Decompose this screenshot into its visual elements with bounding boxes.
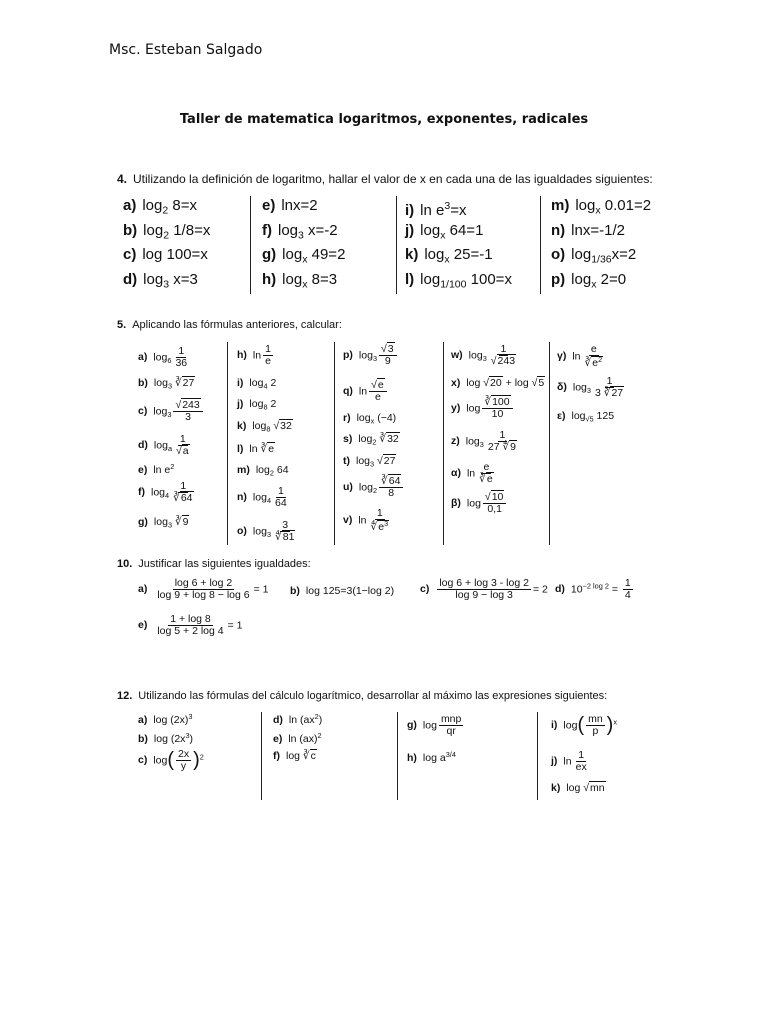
exercise-4e: e) lnx=2 [262,197,318,214]
column-divider [227,342,228,545]
exercise-4l: l) $\log_{1/100} 100=x$ [405,270,512,291]
exercise-12f: f) log ∛c [273,750,316,762]
exercise-10a: a) $\frac{\log 6 + \log 2}{\log 9 + \log 8 - \log 6}$ = 1 [138,577,269,602]
section-10-heading: 10. Justificar las siguientes igualdades: [117,558,311,570]
exercise-5x: x) log √20 + log √5 [451,377,545,389]
exercise-5a: a) $\log_6$ $\frac{1}{36}$ [138,345,188,370]
exercise-4h: h) $\log_x 8=3$ [262,270,338,291]
exercise-4f: f) $\log_3 x=-2$ [262,221,338,242]
exercise-10e: e) $\frac{1 + \log 8}{\log 5 + 2 \log 4}$ = 1 [138,613,243,638]
exercise-5e: e) $\ln e^2$ [138,462,175,477]
exercise-5p: p) $\log_3$ $\frac{√3}{9}$ [343,344,399,367]
exercise-5i: i) $\log_4 2$ [237,377,277,391]
exercise-5l: l) ln ∛e [237,443,275,455]
exercise-4g: g) $\log_x 49=2$ [262,246,346,266]
exercise-4k: k) $\log_x 25=-1$ [405,246,493,266]
worksheet-title: Taller de matematica logaritmos, exponentes, radicales [179,112,589,127]
exercise-5u: u) $\log_2$ $\frac{∛64}{8}$ [343,476,405,499]
exercise-5m: m) $\log_2 64$ [237,464,289,478]
column-divider [334,342,335,545]
exercise-5f: f) $\log_4$ $\frac{1}{∛64}$ [138,480,193,505]
column-divider [549,342,550,545]
column-divider [540,196,541,294]
exercise-4o: o) $\log_{1/36}x=2$ [551,246,637,266]
section-4-column-4 [551,196,651,294]
exercise-4n: n) lnx=-1/2 [551,221,625,239]
section-4-column-1 [123,196,210,294]
author-name: Msc. Esteban Salgado [109,42,263,58]
exercise-5r: r) $\log_x (-4)$ [343,412,397,426]
exercise-12c: c) log( $\frac{2x}{y}$ )$^2$ [138,748,204,773]
exercise-5h: h) ln $\frac{1}{e}$ [237,343,271,368]
column-divider [396,196,397,294]
exercise-4m: m) $\log_x 0.01=2$ [551,197,652,217]
exercise-5k: k) $\log_8 √32$ [237,420,292,434]
column-divider [397,712,398,800]
exercise-12j: j) ln $\frac{1}{ex}$ [551,749,587,774]
exercise-5v: v) ln $\frac{1}{∜e^3}$ [343,507,389,534]
exercise-5-alpha: α) ln $\frac{e}{∛e}$ [451,461,493,486]
exercise-5-delta: δ) $\log_3$ $\frac{1}{3 ∛27}$ [557,375,624,400]
exercise-4j: j) $\log_x 64=1$ [405,221,484,242]
exercise-5q: q) ln $\frac{√e}{e}$ [343,380,389,403]
column-divider [443,342,444,545]
section-4-heading: 4. Utilizando la definición de logaritmo, hallar el valor de x en cada una de las igualdades siguientes: [117,172,653,186]
exercise-5d: d) $\log_a$ $\frac{1}{√a}$ [138,433,189,458]
exercise-4b: b) $\log_2 1/8=x$ [123,221,211,242]
column-divider [261,712,262,800]
exercise-5-epsilon: ε) $\log_{√5} 125$ [557,410,615,424]
exercise-5j: j) $\log_8 2$ [237,398,277,412]
exercise-5w: w) $\log_3$ $\frac{1}{√243}$ [451,343,516,368]
exercise-10d: d) $10^{-2 log 2}$ = $\frac{1}{4}$ [555,577,631,602]
section-4-column-3 [405,196,512,294]
column-divider [537,712,538,800]
section-4-column-2 [262,196,345,294]
exercise-12h: h) $\log a^{3/4}$ [407,750,456,765]
exercise-12e: e) ln (ax)$^2$ [273,731,322,746]
exercise-4c: c) log 100=x [123,246,208,263]
exercise-12b: b) $\log (2x^3)$ [138,731,194,746]
exercise-10c: c) $\frac{\log 6 + \log 3 - \log 2}{\log 9 - \log 3}$ = 2 [420,577,548,602]
exercise-4a: a) $\log_2 8=x$ [123,197,197,217]
section-12-heading: 12. Utilizando las fórmulas del cálculo logarítmico, desarrollar al máximo las expresiones siguientes: [117,690,608,702]
exercise-5g: g) $\log_3$ ∛9 [138,516,189,530]
section-5-heading: 5. Aplicando las fórmulas anteriores, calcular: [117,319,342,331]
exercise-5-gamma: γ) ln $\frac{e}{∛e^2}$ [557,343,603,370]
exercise-5s: s) $\log_2$ ∛32 [343,433,399,447]
exercise-10b: b) log 125=3(1−log 2) [290,585,395,597]
exercise-5y: y) log $\frac{∛100}{10}$ [451,397,515,420]
exercise-12a: a) $\log (2x)^3$ [138,712,193,727]
exercise-5o: o) $\log_3$ $\frac{3}{∜81}$ [237,519,295,544]
exercise-4i: i) $\ln e^3=x$ [405,200,467,219]
exercise-5-beta: β) log $\frac{√10}{0,1}$ [451,492,508,515]
exercise-12g: g) log $\frac{\text{mnp}}{qr}$ [407,713,462,738]
exercise-5t: t) $\log_3 √27$ [343,455,396,469]
exercise-12i: i) log( $\frac{mn}{p}$ )$^x$ [551,713,617,738]
exercise-4d: d) $\log_3 x=3$ [123,270,198,291]
exercise-5c: c) $\log_3$ $\frac{√243}{3}$ [138,400,205,423]
exercise-5n: n) $\log_4$ $\frac{1}{64}$ [237,485,287,510]
column-divider [250,196,251,294]
exercise-12d: d) $\ln (ax^2)$ [273,712,323,727]
exercise-4p: p) $\log_x 2=0$ [551,270,627,291]
exercise-5z: z) $\log_3$ $\frac{1}{27 ∜9}$ [451,429,516,454]
exercise-12k: k) log √mn [551,782,605,794]
exercise-5b: b) $\log_3$ ∛27 [138,377,195,391]
